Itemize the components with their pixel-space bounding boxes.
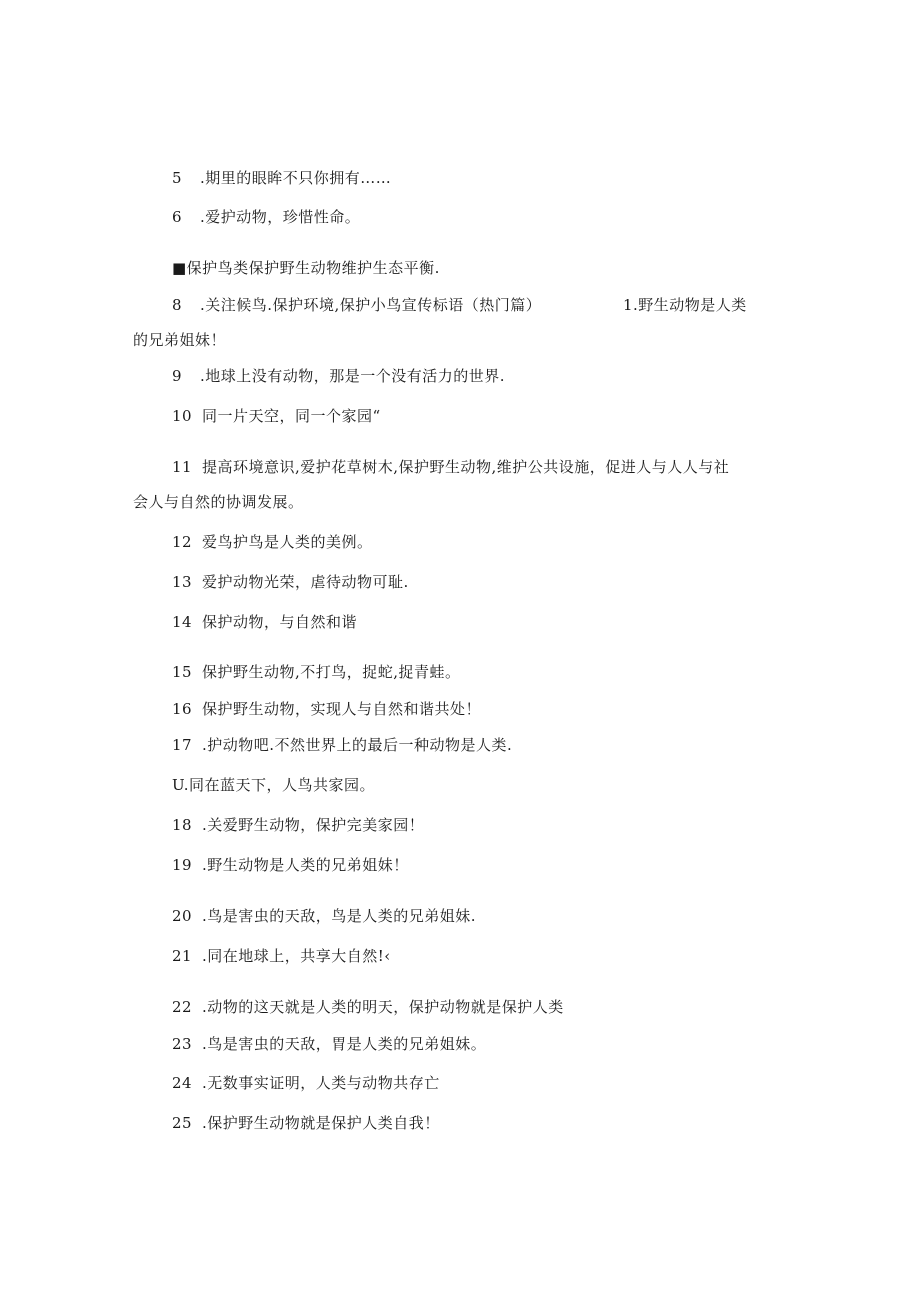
item-number: 17 — [172, 736, 193, 754]
list-item — [172, 207, 360, 227]
item-text: 提高环境意识,爱护花草树木,保护野生动物,维护公共设施，促进人与人人与社 — [202, 458, 730, 476]
item-number: 5 — [172, 169, 183, 187]
item-number: 15 — [172, 663, 193, 681]
list-item — [172, 662, 461, 682]
list-item — [172, 612, 357, 632]
list-item — [172, 699, 481, 719]
item-text: 保护动物，与自然和谐 — [202, 613, 358, 631]
item-number: 24 — [172, 1074, 193, 1092]
item-text: .关爱野生动物，保护完美家园！ — [202, 816, 425, 834]
list-item — [623, 295, 747, 315]
item-number: 22 — [172, 998, 193, 1016]
item-number: 14 — [172, 613, 193, 631]
list-item — [172, 1034, 486, 1054]
item-text: .野生动物是人类的兄弟姐妹！ — [202, 856, 409, 874]
list-item — [172, 906, 476, 926]
list-item — [172, 295, 541, 315]
item-text: .地球上没有动物，那是一个没有活力的世界. — [200, 367, 506, 385]
list-item — [172, 735, 512, 755]
item-number: 11 — [172, 458, 193, 476]
item-number: 18 — [172, 816, 193, 834]
item-number: 16 — [172, 700, 193, 718]
list-item — [172, 946, 391, 966]
item-number: 23 — [172, 1035, 193, 1053]
item-number: 25 — [172, 1114, 193, 1132]
list-item — [172, 855, 409, 875]
item-text: 保护野生动物，实现人与自然和谐共处！ — [202, 700, 482, 718]
list-item — [172, 532, 373, 552]
list-item — [172, 815, 424, 835]
item-text: .护动物吧.不然世界上的最后一种动物是人类. — [202, 736, 513, 754]
item-text: .保护野生动物就是保护人类自我！ — [202, 1114, 440, 1132]
item-text: 同一片天空，同一个家园“ — [202, 407, 381, 425]
item-text: .关注候鸟.保护环境,保护小鸟宣传标语（热门篇） — [200, 296, 542, 314]
list-item — [133, 330, 226, 350]
item-number: 13 — [172, 573, 193, 591]
item-text: .鸟是害虫的天敌，胃是人类的兄弟姐妹。 — [202, 1035, 487, 1053]
item-number: 19 — [172, 856, 193, 874]
item-number: 21 — [172, 947, 193, 965]
list-item — [172, 572, 409, 592]
item-text: U.同在蓝天下，人鸟共家园。 — [172, 776, 376, 794]
item-text: ■保护鸟类保护野生动物维护生态平衡. — [172, 259, 440, 277]
list-item — [172, 258, 440, 278]
item-number: 20 — [172, 907, 193, 925]
item-text: .期里的眼眸不只你拥有…… — [200, 169, 392, 187]
list-item — [172, 997, 564, 1017]
item-text: .鸟是害虫的天敌，鸟是人类的兄弟姐妹. — [202, 907, 477, 925]
item-text: .动物的这天就是人类的明天，保护动物就是保护人类 — [202, 998, 564, 1016]
item-text: .无数事实证明，人类与动物共存亡 — [202, 1074, 440, 1092]
item-text: 保护野生动物,不打鸟，捉蛇,捉青蛙。 — [202, 663, 461, 681]
item-text: 爱鸟护鸟是人类的美例。 — [202, 533, 373, 551]
item-text: 爱护动物光荣，虐待动物可耻. — [202, 573, 409, 591]
item-number: 10 — [172, 407, 193, 425]
list-item — [172, 775, 375, 795]
list-item — [133, 492, 304, 512]
list-item — [172, 1073, 440, 1093]
list-item — [172, 366, 505, 386]
list-item — [172, 1113, 440, 1133]
item-number: 8 — [172, 296, 183, 314]
item-text: 的兄弟姐妹！ — [133, 331, 227, 349]
item-number: 6 — [172, 208, 183, 226]
list-item — [172, 457, 729, 477]
item-number: 12 — [172, 533, 193, 551]
item-text: .同在地球上，共享大自然!‹ — [202, 947, 391, 965]
list-item — [172, 406, 381, 426]
item-text: .爱护动物，珍惜性命。 — [200, 208, 361, 226]
item-text: 1.野生动物是人类 — [623, 296, 747, 314]
item-text: 会人与自然的协调发展。 — [133, 493, 304, 511]
list-item — [172, 168, 391, 188]
item-number: 9 — [172, 367, 183, 385]
